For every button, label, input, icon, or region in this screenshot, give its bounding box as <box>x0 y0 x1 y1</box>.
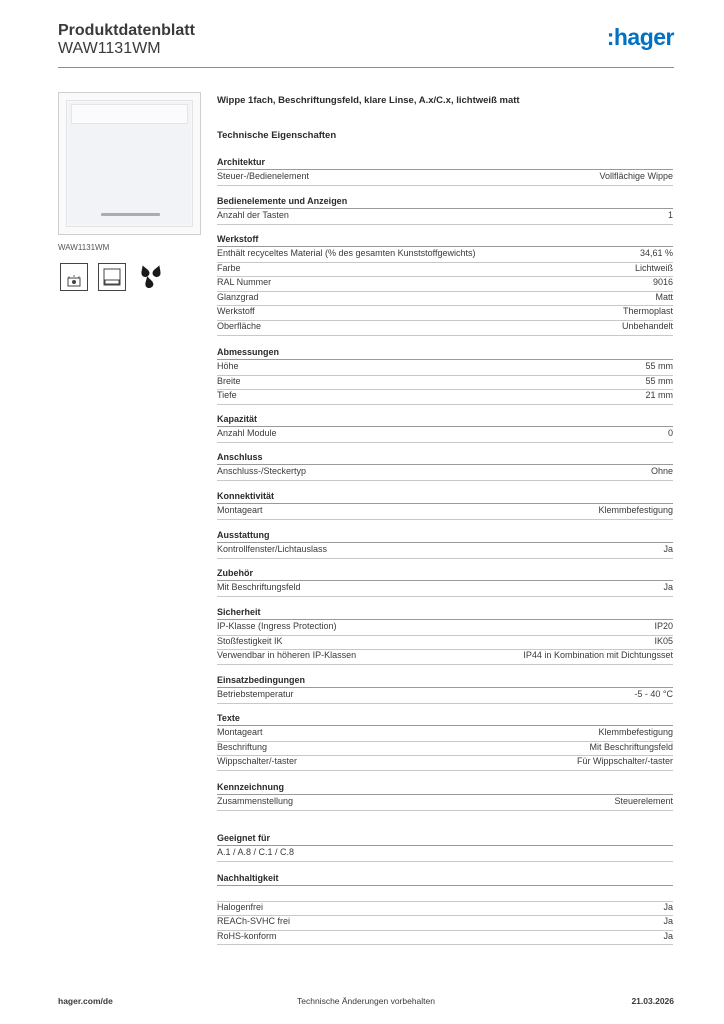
section-title: Bedienelemente und Anzeigen <box>217 195 673 209</box>
property-row <box>217 795 673 811</box>
property-row <box>217 755 673 771</box>
property-name: Anzahl der Tasten <box>217 210 289 220</box>
property-name: Wippschalter/-taster <box>217 756 298 767</box>
property-row <box>217 688 673 704</box>
property-value: -5 - 40 °C <box>634 689 673 699</box>
property-name: Kontrollfenster/Lichtauslass <box>217 544 328 554</box>
property-name: Montageart <box>217 505 263 515</box>
labeling-field-icon <box>98 263 126 291</box>
property-value: 0 <box>667 428 673 438</box>
property-name: Glanzgrad <box>217 291 259 302</box>
property-value: Thermoplast <box>622 306 673 317</box>
property-row <box>217 360 673 376</box>
property-name: Farbe <box>217 262 241 273</box>
property-value: Ohne <box>650 466 673 476</box>
property-row <box>217 543 673 559</box>
header-divider <box>58 67 674 68</box>
section-title: Sicherheit <box>217 606 673 620</box>
property-row <box>217 291 673 307</box>
property-row <box>217 635 673 651</box>
property-row <box>217 901 673 917</box>
property-value: Ja <box>663 930 673 941</box>
property-name: RAL Nummer <box>217 277 272 288</box>
article-number: WAW1131WM <box>58 40 161 57</box>
property-name: Betriebstemperatur <box>217 689 294 699</box>
property-row <box>217 620 673 636</box>
property-row <box>217 427 673 443</box>
property-value: 34,61 % <box>639 248 673 258</box>
property-value: Steuerelement <box>614 796 673 806</box>
property-row <box>217 649 673 665</box>
property-row <box>217 930 673 946</box>
property-row <box>217 886 673 902</box>
section-title: Texte <box>217 712 673 726</box>
document-title: Produktdatenblatt <box>58 22 195 39</box>
property-name: Stoßfestigkeit IK <box>217 635 283 646</box>
property-row <box>217 741 673 757</box>
property-row <box>217 276 673 292</box>
property-value: Vollflächige Wippe <box>599 171 673 181</box>
property-row <box>217 305 673 321</box>
property-value: Ja <box>663 544 673 554</box>
property-value: 55 mm <box>645 375 673 386</box>
section-title: Geeignet für <box>217 832 673 846</box>
property-name: Anzahl Module <box>217 428 277 438</box>
property-row <box>217 375 673 391</box>
property-name: Halogenfrei <box>217 901 264 912</box>
property-row <box>217 320 673 336</box>
property-name: Steuer-/Bedienelement <box>217 171 310 181</box>
property-name: Mit Beschriftungsfeld <box>217 582 301 592</box>
section-title: Werkstoff <box>217 233 673 247</box>
label-field-graphic <box>71 104 188 124</box>
section-title: Anschluss <box>217 451 673 465</box>
property-value: Klemmbefestigung <box>598 727 673 737</box>
property-row <box>217 504 673 520</box>
property-row <box>217 726 673 742</box>
section-title: Zubehör <box>217 567 673 581</box>
section-title: Kapazität <box>217 413 673 427</box>
property-value: 9016 <box>652 277 673 288</box>
property-name: Montageart <box>217 727 263 737</box>
property-value: Mit Beschriftungsfeld <box>589 741 673 752</box>
property-value: Für Wippschalter/-taster <box>576 756 673 767</box>
light-window-icon <box>60 263 88 291</box>
property-name: Breite <box>217 375 241 386</box>
hager-logo: :hager <box>606 24 674 50</box>
property-row <box>217 262 673 278</box>
property-value: IP44 in Kombination mit Dichtungsset <box>523 650 673 661</box>
footer-notice: Technische Änderungen vorbehalten <box>297 996 435 1006</box>
footer-website: hager.com/de <box>58 996 113 1006</box>
light-lens-graphic <box>101 213 160 216</box>
section-title: Konnektivität <box>217 490 673 504</box>
property-value: 21 mm <box>645 390 673 401</box>
property-name: Anschluss-/Steckertyp <box>217 466 307 476</box>
property-name: Werkstoff <box>217 306 255 317</box>
property-name: Höhe <box>217 361 239 371</box>
property-row <box>217 247 673 263</box>
product-description: Wippe 1fach, Beschriftungsfeld, klare Linse, A.x/C.x, lichtweiß matt <box>217 95 520 106</box>
property-row <box>217 209 673 225</box>
property-row <box>217 846 673 862</box>
property-value: IK05 <box>654 635 673 646</box>
property-value: Ja <box>663 916 673 927</box>
property-name: Beschriftung <box>217 741 268 752</box>
product-image-caption: WAW1131WM <box>58 243 110 252</box>
property-value: Matt <box>655 291 673 302</box>
page-header <box>58 20 674 68</box>
property-name: A.1 / A.8 / C.1 / C.8 <box>217 847 295 857</box>
property-name: Enthält recyceltes Material (% des gesamten Kunststoffgewichts) <box>217 248 476 258</box>
property-row <box>217 915 673 931</box>
section-title: Einsatzbedingungen <box>217 674 673 688</box>
section-title: Abmessungen <box>217 346 673 360</box>
property-row <box>217 389 673 405</box>
property-row <box>217 170 673 186</box>
property-value: Ja <box>663 582 673 592</box>
property-name: RoHS-konform <box>217 930 277 941</box>
property-name: Oberfläche <box>217 321 262 331</box>
property-value: Ja <box>663 901 673 912</box>
section-title: Architektur <box>217 156 673 170</box>
page-footer <box>58 996 674 1010</box>
section-title: Nachhaltigkeit <box>217 872 673 886</box>
product-image <box>58 92 201 235</box>
property-name: Zusammenstellung <box>217 796 294 806</box>
water-drops-icon <box>136 263 166 291</box>
property-name: Verwendbar in höheren IP-Klassen <box>217 650 357 661</box>
footer-date: 21.03.2026 <box>631 996 674 1006</box>
property-value: Unbehandelt <box>621 321 673 331</box>
property-name: REACh-SVHC frei <box>217 916 291 927</box>
section-title: Kennzeichnung <box>217 781 673 795</box>
property-name: IP-Klasse (Ingress Protection) <box>217 621 337 631</box>
property-value: 1 <box>667 210 673 220</box>
property-name: Tiefe <box>217 390 237 401</box>
property-row <box>217 581 673 597</box>
rocker-switch-graphic <box>66 100 193 227</box>
property-value: Lichtweiß <box>634 262 673 273</box>
section-title: Ausstattung <box>217 529 673 543</box>
technical-properties-heading: Technische Eigenschaften <box>217 130 337 141</box>
property-row <box>217 465 673 481</box>
property-value: Klemmbefestigung <box>598 505 673 515</box>
property-value: 55 mm <box>645 361 673 371</box>
property-value: IP20 <box>654 621 673 631</box>
